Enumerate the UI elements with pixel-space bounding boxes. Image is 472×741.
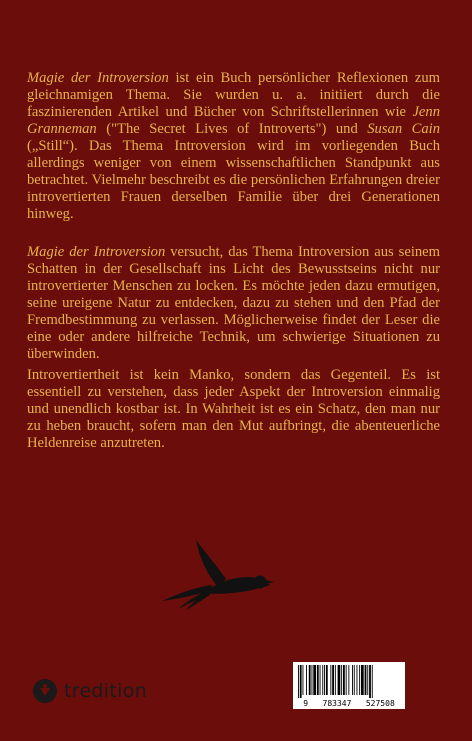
barcode-bar — [348, 665, 349, 695]
barcode-bar — [313, 665, 316, 695]
publisher-logo — [33, 679, 147, 703]
barcode-bar — [312, 665, 313, 695]
text-span: ("The Secret Lives of Introverts") und — [96, 121, 368, 137]
paragraph-purpose — [27, 244, 440, 363]
text-span: („Still“). Das Thema Introversion wird im vorliegenden Buch allerdings weniger von einem wissenschaftlichen Standpunkt aus betrachtet. Vielmehr beschreibt es die persönlichen Erfahrungen dreier introvertierten Frauen derselben Familie über drei Generationen hinweg. — [27, 138, 440, 222]
paragraph-intro — [27, 70, 440, 223]
text-span: ist ein Buch persönlicher Reflexionen zum gleichnamigen Thema. Sie wurden u. a. initiiert durch die faszinierenden Artikel und Bücher von Schriftstellerinnen wie — [27, 70, 441, 120]
barcode-bar — [361, 665, 364, 695]
text-span: versucht, das Thema Introversion aus seinem Schatten in der Gesellschaft ins Licht des Bewusstseins nicht nur introvertierter Menschen zu locken. Es möchte jeden dazu ermutigen, seine ureigene Natur zu entdecken, dazu zu stehen und den Pfad der Fremdbestimmung zu verlassen. Möglicherweise findet der Leser die eine oder andere hilfreiche Technik, um schwierige Situationen zu überwinden. — [27, 244, 440, 362]
book-title-italic: Magie der Introversion — [27, 244, 166, 260]
author-name-italic: Jenn Granneman — [27, 104, 440, 137]
barcode-digit-group: 783347 — [322, 699, 352, 708]
barcode-digit-group: 9 — [303, 699, 309, 708]
barcode-bar — [306, 665, 307, 695]
barcode-bar — [300, 665, 302, 698]
barcode-bar — [359, 665, 360, 695]
isbn-barcode — [293, 662, 405, 709]
barcode-bar — [352, 665, 353, 695]
barcode-bar — [330, 665, 331, 695]
publisher-name: tredition — [64, 680, 147, 702]
barcode-digit-group: 527508 — [365, 699, 395, 708]
barcode-bar — [346, 665, 347, 695]
barcode-bar — [338, 665, 341, 695]
barcode-bar — [365, 665, 367, 695]
barcode-bar — [324, 665, 325, 695]
barcode-bar — [332, 665, 334, 695]
isbn-barcode-icon — [293, 662, 405, 698]
barcode-bar — [372, 665, 373, 698]
paragraph-conclusion — [27, 367, 440, 452]
author-name-italic: Susan Cain — [367, 121, 441, 137]
barcode-bar — [354, 665, 355, 695]
barcode-bar — [341, 665, 342, 695]
barcode-bar — [369, 665, 371, 698]
barcode-bar — [322, 665, 323, 695]
barcode-bar — [303, 665, 304, 695]
barcode-bar — [367, 665, 368, 695]
barcode-digits — [293, 699, 405, 708]
barcode-bar — [320, 665, 321, 695]
text-span: Introvertiertheit ist kein Manko, sondern das Gegenteil. Es ist essentiell zu verstehen, dass jeder Aspekt der Introversion einmalig und unendlich kostbar ist. In Wahrheit ist es ein Schatz, den man nur zu heben braucht, sofern man den Mut aufbringt, die abenteuerliche Heldenreise anzutreten. — [27, 367, 440, 451]
barcode-bar — [309, 665, 311, 695]
barcode-bar — [326, 665, 328, 695]
barcode-bar — [357, 665, 358, 695]
barcode-bar — [335, 665, 336, 695]
tredition-logo-icon — [33, 679, 57, 703]
swallow-bird-icon — [160, 535, 275, 610]
book-title-italic: Magie der Introversion — [27, 70, 169, 86]
barcode-bar — [298, 665, 299, 698]
barcode-bar — [317, 665, 319, 695]
barcode-bar — [343, 665, 345, 695]
